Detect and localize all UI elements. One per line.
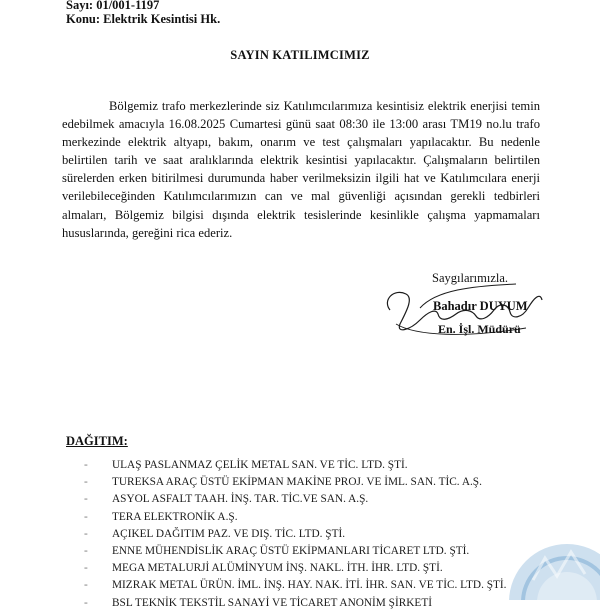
subject-line: Konu: Elektrik Kesintisi Hk.: [66, 12, 221, 26]
signatory-title: En. İşl. Müdürü: [438, 322, 521, 336]
signatory-name: Bahadır DUYUM: [433, 299, 528, 313]
distribution-list: [84, 457, 507, 612]
list-dash: -: [84, 527, 88, 540]
distribution-title: DAĞITIM:: [66, 434, 128, 448]
distribution-item: - ULAŞ PASLANMAZ ÇELİK METAL SAN. VE TİC. LTD. ŞTİ.: [84, 457, 507, 474]
list-dash: -: [84, 476, 88, 489]
list-dash: -: [84, 493, 88, 506]
list-dash: -: [84, 544, 88, 557]
reference-number: Sayı: 01/001-1197: [66, 0, 160, 12]
closing-salutation: Saygılarımızla.: [432, 271, 509, 285]
stamp-graphic: [505, 540, 600, 600]
list-dash: -: [84, 459, 88, 471]
letter-body: [62, 97, 540, 242]
list-dash: -: [84, 579, 88, 592]
distribution-item: - TERA ELEKTRONİK A.Ş.: [84, 509, 507, 526]
distribution-item: - ASYOL ASFALT TAAH. İNŞ. TAR. TİC.VE SAN. A.Ş.: [84, 491, 507, 508]
list-dash: -: [84, 596, 88, 609]
distribution-item: - AÇIKEL DAĞITIM PAZ. VE DIŞ. TİC. LTD. ŞTİ.: [84, 526, 507, 543]
distribution-item: - ENNE MÜHENDİSLİK ARAÇ ÜSTÜ EKİPMANLARI TİCARET LTD. ŞTİ.: [84, 543, 507, 560]
body-paragraph: Bölgemiz trafo merkezlerinde siz Katılımcılarımıza kesintisiz elektrik enerjisi temin edebilmek amacıyla 16.08.2025 Cumartesi günü saat 08:30 ile 13:00 arası TM19 no.lu trafo merkezinde elektrik altyapı, bakım, onarım ve test çalışmaları yapılacaktır. Bu nedenle belirtilen tarih ve saat aralıklarında elektrik kesintisi yapılacaktır. Çalışmaların belirtilen sürelerden erken bitirilmesi durumunda haber verilmeksizin ilgili hat ve Katılımcılara enerji verilebileceğinden Katılımcılarımızın can ve mal güvenliği açısından gerekli tedbirleri almaları, Bölgemiz bilgisi dışında elektrik tesislerinde kesinlikle çalışma yapmamaları hususlarında, gereğini rica ederiz.: [62, 99, 540, 240]
distribution-item: - MEGA METALURJİ ALÜMİNYUM İNŞ. NAKL. İTH. İHR. LTD. ŞTİ.: [84, 560, 507, 577]
list-dash: -: [84, 562, 88, 575]
distribution-item: - MIZRAK METAL ÜRÜN. İML. İNŞ. HAY. NAK. İTİ. İHR. SAN. VE TİC. LTD. ŞTİ.: [84, 577, 507, 594]
letter-title: SAYIN KATILIMCIMIZ: [230, 48, 370, 62]
distribution-item: - BSL TEKNİK TEKSTİL SANAYİ VE TİCARET ANONİM ŞİRKETİ: [84, 595, 507, 612]
distribution-item: - TUREKSA ARAÇ ÜSTÜ EKİPMAN MAKİNE PROJ. VE İML. SAN. TİC. A.Ş.: [84, 474, 507, 491]
list-dash: -: [84, 510, 88, 523]
